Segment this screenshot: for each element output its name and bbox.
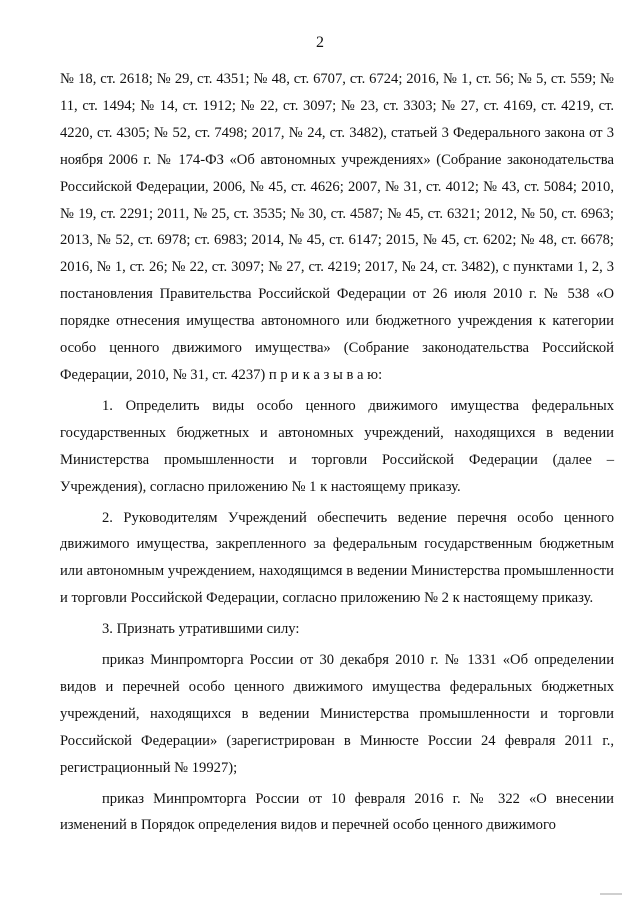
intro-paragraph: № 18, ст. 2618; № 29, ст. 4351; № 48, ст. 6707, ст. 6724; 2016, № 1, ст. 56; № 5, ст. 559; № 11, ст. 1494; № 14, ст. 1912; № 22, ст. 3097; № 23, ст. 3303; № 27, ст. 4169, ст. 4219, ст. 4220, ст. 4305; № 52, ст. 7498; 2017, № 24, ст. 3482), статьей 3 Федерального закона от 3 ноября 2006 г. № 174-ФЗ «Об автономных учреждениях» (Собрание законодательства Российской Федерации, 2006, № 45, ст. 4626; 2007, № 31, ст. 4012; № 43, ст. 5084; 2010, № 19, ст. 2291; 2011, № 25, ст. 3535; № 30, ст. 4587; № 45, ст. 6321; 2012, № 50, ст. 6963; 2013, № 52, ст. 6978; ст. 6983; 2014, № 45, ст. 6147; 2015, № 45, ст. 6202; № 48, ст. 6678; 2016, № 1, ст. 26; № 22, ст. 3097; № 27, ст. 4219; 2017, № 24, ст. 3482), с пунктами 1, 2, 3 постановления Правительства Российской Федерации от 26 июля 2010 г. № 538 «О порядке отнесения имущества автономного или бюджетного учреждения к категории особо ценного движимого имущества» (Собрание законодательства Российской Федерации, 2010, № 31, ст. 4237) п р и к а з ы в а ю:	[60, 71, 614, 383]
page-number: 2	[316, 34, 324, 51]
clause-3-paragraph: 3. Признать утратившими силу:	[102, 621, 300, 638]
clause-2-paragraph: 2. Руководителям Учреждений обеспечить ведение перечня особо ценного движимого имущества, закрепленного за федеральным государственным бюджетным или автономным учреждением, находящимся в ведении Министерства промышленности и торговли Российской Федерации, согласно приложению № 2 к настоящему приказу.	[60, 509, 614, 607]
scan-edge-mark	[600, 893, 622, 895]
repealed-order-322-paragraph: приказ Минпромторга России от 10 февраля 2016 г. № 322 «О внесении изменений в Порядок определения видов и перечней особо ценного движимого	[60, 790, 614, 834]
repealed-order-1331-paragraph: приказ Минпромторга России от 30 декабря 2010 г. № 1331 «Об определении видов и перечней особо ценного движимого имущества федеральных бюджетных учреждений, находящихся в ведении Министерства промышленности и торговли Российской Федерации» (зарегистрирован в Минюсте России 24 февраля 2011 г., регистрационный № 19927);	[60, 652, 614, 776]
clause-1-paragraph: 1. Определить виды особо ценного движимого имущества федеральных государственных бюджетных и автономных учреждений, находящихся в ведении Министерства промышленности и торговли Российской Федерации (далее – Учреждения), согласно приложению № 1 к настоящему приказу.	[60, 397, 614, 495]
document-body	[60, 66, 614, 839]
